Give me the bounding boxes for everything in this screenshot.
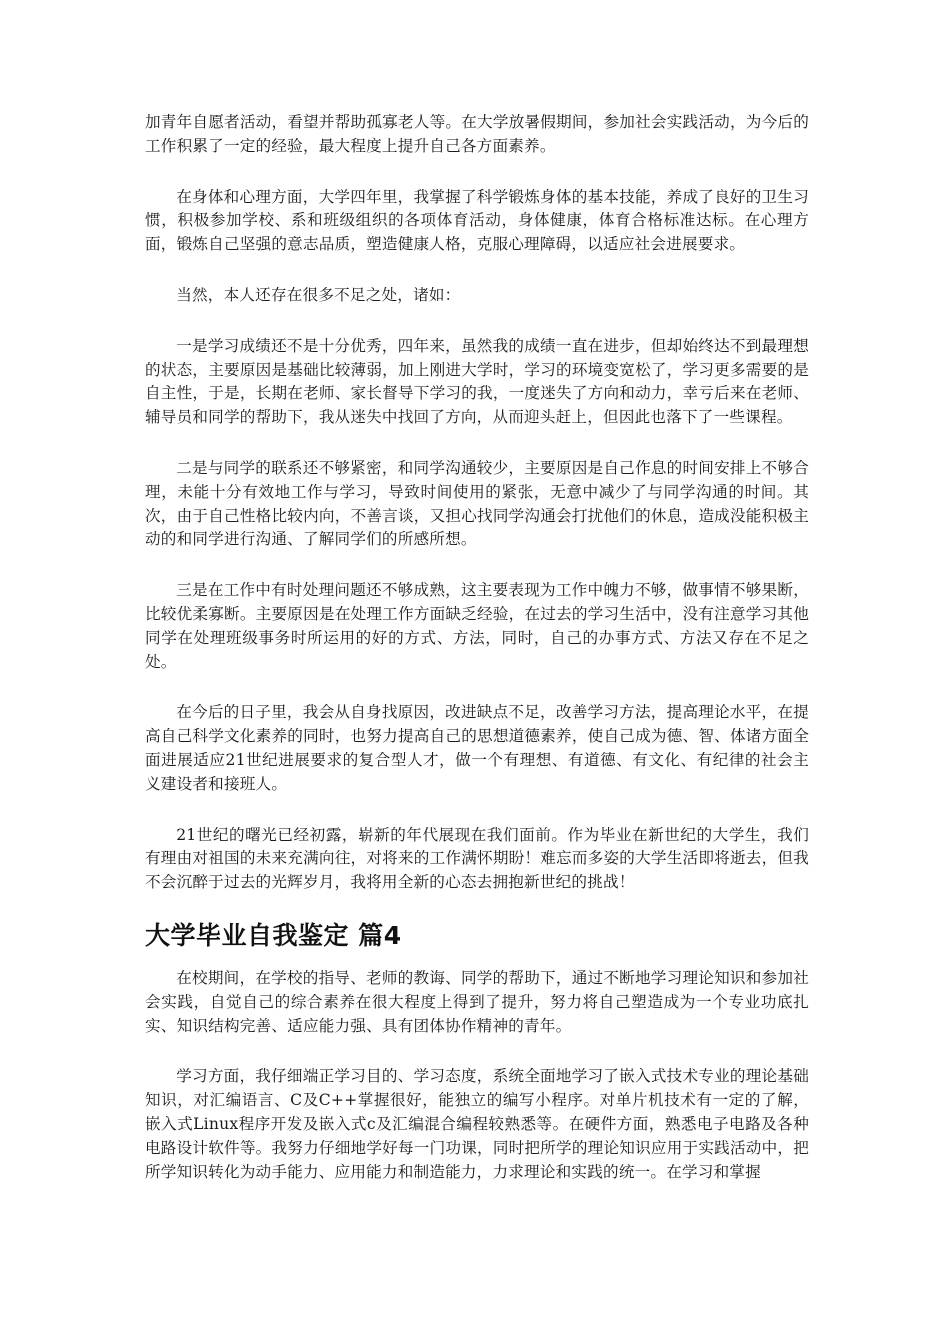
document-page (145, 111, 809, 1184)
paragraph-body-mind: 在身体和心理方面，大学四年里，我掌握了科学锻炼身体的基本技能，养成了良好的卫生习惯，积极参加学校、系和班级组织的各项体育活动，身体健康，体育合格标准达标。在心理方面，锻炼自己坚强的意志品质，塑造健康人格，克服心理障碍，以适应社会进展要求。 (145, 187, 809, 254)
paragraph-school-period: 在校期间，在学校的指导、老师的教诲、同学的帮助下，通过不断地学习理论知识和参加社会实践，自觉自己的综合素养在很大程度上得到了提升，努力将自己塑造成为一个专业功底扎实、知识结构完善、适应能力强、具有团体协作精神的青年。 (145, 968, 809, 1035)
paragraph-shortcoming-study: 一是学习成绩还不是十分优秀，四年来，虽然我的成绩一直在进步，但却始终达不到最理想的状态，主要原因是基础比较薄弱，加上刚进大学时，学习的环境变宽松了，学习更多需要的是自主性，于是，长期在老师、家长督导下学习的我，一度迷失了方向和动力，幸亏后来在老师、辅导员和同学的帮助下，我从迷失中找回了方向，从而迎头赶上，但因此也落下了一些课程。 (145, 336, 809, 427)
paragraph-study-aspect: 学习方面，我仔细端正学习目的、学习态度，系统全面地学习了嵌入式技术专业的理论基础知识，对汇编语言、C及C++掌握很好，能独立的编写小程序。对单片机技术有一定的了解，嵌入式Linux程序开发及嵌入式c及汇编混合编程较熟悉等。在硬件方面，熟悉电子电路及各种电路设计软件等。我努力仔细地学好每一门功课，同时把所学的理论知识应用于实践活动中，把所学知识转化为动手能力、应用能力和制造能力，力求理论和实践的统一。在学习和掌握 (145, 1067, 809, 1181)
paragraph-shortcoming-work: 三是在工作中有时处理问题还不够成熟，这主要表现为工作中魄力不够，做事情不够果断，比较优柔寡断。主要原因是在处理工作方面缺乏经验，在过去的学习生活中，没有注意学习其他同学在处理班级事务时所运用的好的方式、方法，同时，自己的办事方式、方法又存在不足之处。 (145, 581, 809, 671)
paragraph-volunteer: 加青年自愿者活动，看望并帮助孤寡老人等。在大学放暑假期间，参加社会实践活动，为今后的工作积累了一定的经验，最大程度上提升自己各方面素养。 (145, 113, 809, 155)
paragraph-shortcoming-communication: 二是与同学的联系还不够紧密，和同学沟通较少，主要原因是自己作息的时间安排上不够合理，未能十分有效地工作与学习，导致时间使用的紧张，无意中减少了与同学沟通的时间。其次，由于自己性格比较内向，不善言谈，又担心找同学沟通会打扰他们的休息，造成没能积极主动的和同学进行沟通、了解同学们的所感所想。 (145, 458, 809, 549)
paragraph-future-plan: 在今后的日子里，我会从自身找原因，改进缺点不足，改善学习方法，提高理论水平，在提高自己科学文化素养的同时，也努力提高自己的思想道德素养，使自己成为德、智、体诸方面全面进展适应21世纪进展要求的复合型人才，做一个有理想、有道德、有文化、有纪律的社会主义建设者和接班人。 (145, 703, 809, 793)
paragraph-new-century: 21世纪的曙光已经初露，崭新的年代展现在我们面前。作为毕业在新世纪的大学生，我们有理由对祖国的未来充满向往，对将来的工作满怀期盼！难忘而多姿的大学生活即将逝去，但我不会沉醉于过去的光辉岁月，我将用全新的心态去拥抱新世纪的挑战！ (145, 825, 809, 892)
paragraph-shortcomings-intro: 当然，本人还存在很多不足之处，诸如： (176, 285, 461, 304)
section-heading: 大学毕业自我鉴定 篇4 (145, 920, 402, 950)
